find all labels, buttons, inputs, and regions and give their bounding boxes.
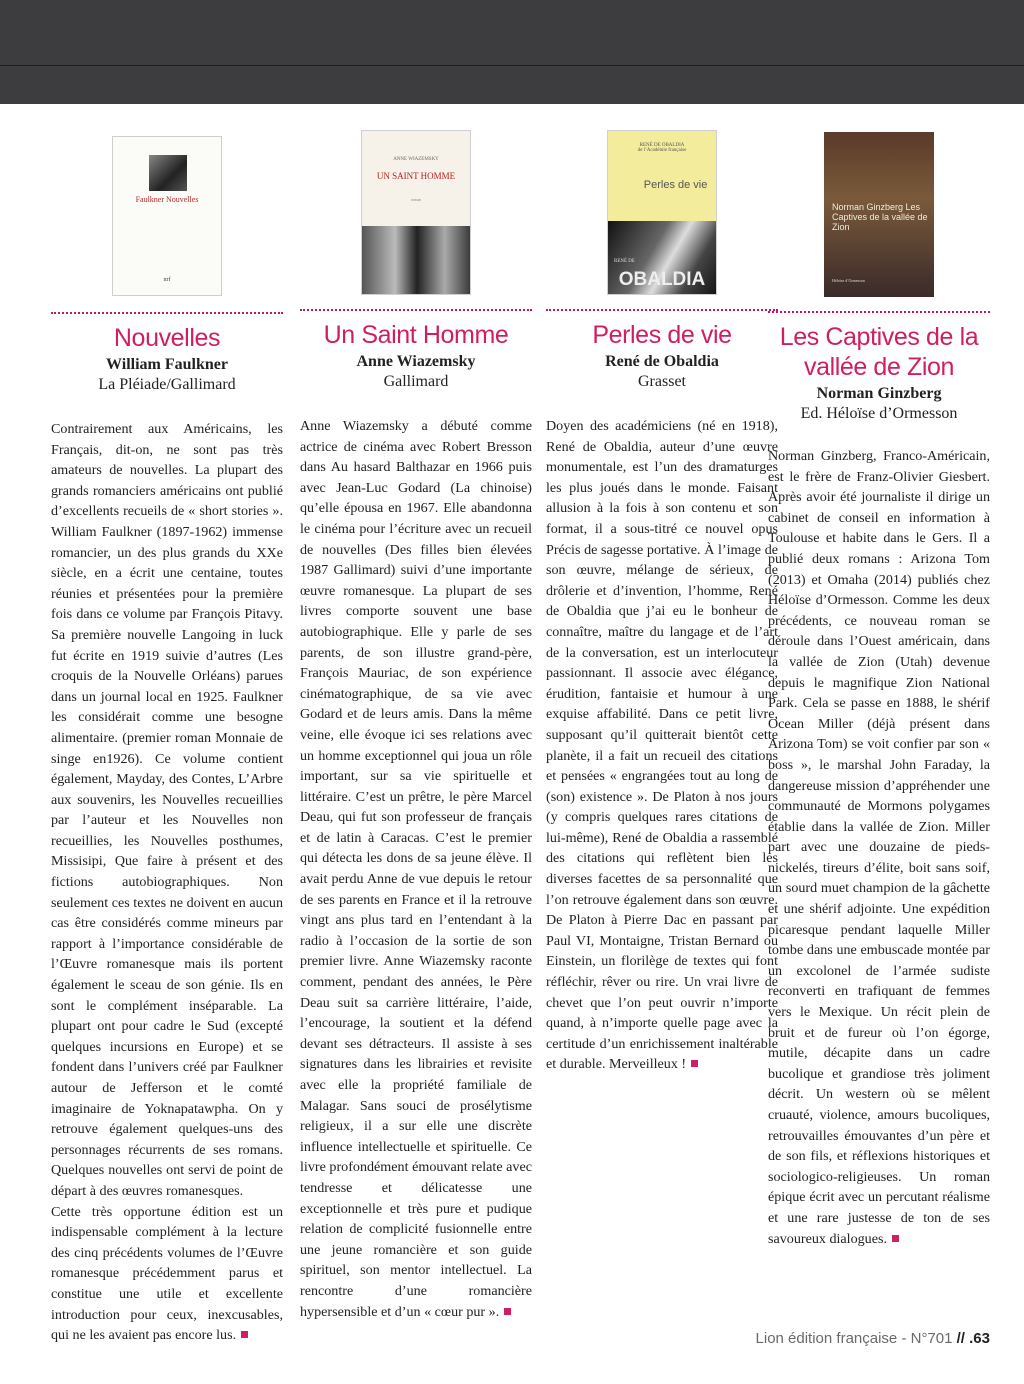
book-title: Les Captives de la vallée de Zion xyxy=(779,323,979,381)
top-banner xyxy=(0,0,1024,104)
cover-photo xyxy=(362,226,471,295)
review-paragraph: Cette très opportune édition est un indispensable complément à la lecture des cinq précédents volumes de l’Œuvre romanesque précédemment parus et constitue une utile et excellente introduction pour ceux, inexcusables, qui ne les avaient pas encore lus. xyxy=(51,1203,283,1344)
book-author: René de Obaldia xyxy=(605,353,719,370)
end-mark-icon xyxy=(691,1060,698,1067)
cover-title: UN SAINT HOMME xyxy=(376,171,456,181)
book-author: William Faulkner xyxy=(106,356,228,373)
book-review-perles-de-vie xyxy=(546,130,778,1075)
book-title: Perles de vie xyxy=(592,321,732,349)
cover-title: Norman Ginzberg Les Captives de la vallée de Zion xyxy=(832,202,928,232)
cover-title: Perles de vie xyxy=(643,179,708,191)
book-publisher: Gallimard xyxy=(383,373,449,390)
review-paragraph: Norman Ginzberg, Franco-Américain, est le frère de Franz-Olivier Giesbert. Après avoir été journaliste il dirige un cabinet de conseil en information à Toulouse et habite dans le Gers. Il a publié deux romans : Arizona Tom (2013) et Omaha (2014) publiés chez Héloïse d’Ormesson. Comme les deux précédents, ce nouveau roman se déroule dans l’Ouest américain, dans la vallée de Zion (Utah) devenue depuis le magnifique Zion National Park. Cela se passe en 1888, le shérif Ocean Miller (déjà présent dans Arizona Tom) se voit confier par son « boss », le marshal John Faraday, la dangereuse mission d’appréhender une communauté de Mormons polygames établie dans la vallée de Zion. Miller part avec une douzaine de pieds-nickelés, tireurs d’élite, boit sans soif, un sourd muet champion de la gâchette et une shérif adjointe. Une expédition picaresque pendant laquelle Miller tombe dans une embuscade montée par un excolonel de l’armée sudiste reconverti en trafiquant de femmes vers le Mexique. Un récit plein de bruit et de fureur où l’on égorge, mutile, décapite dans un cadre bucolique et grandiose très joliment décrit. Un western où se mêlent cruauté, violence, amours bucoliques, retrouvailles émouvantes d’un père et de son fils, et réflexions historiques et sociologico-religieuses. Un roman épique écrit avec un percutant réalisme et une rare justesse de ton de ses savoureux dialogues. xyxy=(768,448,990,1247)
book-publisher: La Pléiade/Gallimard xyxy=(98,376,236,393)
page-footer xyxy=(756,1330,990,1347)
book-review-un-saint-homme xyxy=(300,130,532,1322)
dotted-divider xyxy=(546,309,778,311)
cover-band-small: RENÉ DE xyxy=(614,259,635,264)
publisher-logo: nrf xyxy=(163,277,171,283)
author-portrait xyxy=(149,155,187,191)
review-body xyxy=(546,416,778,1075)
cover-author: RENÉ DE OBALDIA de l’Académie française xyxy=(637,143,687,153)
end-mark-icon xyxy=(241,1331,248,1338)
book-publisher: Ed. Héloïse d’Ormesson xyxy=(800,405,958,422)
cover-band: OBALDIA xyxy=(618,269,706,290)
review-body xyxy=(300,416,532,1322)
magazine-name: Lion édition française - N°701 xyxy=(755,1330,953,1347)
cover-author: ANNE WIAZEMSKY xyxy=(393,157,439,162)
footer-separator: // xyxy=(952,1330,970,1347)
review-paragraph: Doyen des académiciens (né en 1918), René de Obaldia, auteur d’une œuvre monumentale, est l’un des dramaturges les plus joués dans le monde. Faisant allusion à la fois à son contenu et son format, il a sous-titré ce nouvel opus Précis de sagesse portative. À l’image de son œuvre, mélange de sérieux, de drôlerie et d’invention, l’homme, René de Obaldia que j’ai eu le bonheur de connaître, maître du langage et de l’art de la conversation, est un interlocuteur passionnant. Il associe avec élégance, érudition, fantaisie et humour à une exquise affabilité. Dans ce petit livre, supposant qu’il quitterait bientôt cette planète, il a fait un recueil des citations et pensées « engrangées tout au long de (son) existence ». De Platon à nos jours (y compris quelques rares citations de lui-même), René de Obaldia a rassemblé des citations qui reflètent bien les diverses facettes de sa personnalité que l’on retrouve également dans son œuvre. De Platon à Pierre Dac en passant par Paul VI, Montaigne, Tristan Bernard ou Einstein, un florilège de textes qui font réfléchir, rêver ou rire. Un vrai livre de chevet que l’on peut ouvrir n’importe quand, à n’importe quelle page avec la certitude d’un enrichissement inaltérable et durable. Merveilleux ! xyxy=(546,418,778,1073)
review-paragraph: Anne Wiazemsky a débuté comme actrice de cinéma avec Robert Bresson dans Au hasard Balthazar en 1966 puis avec Jean-Luc Godard (La chinoise) qu’elle épousa en 1967. Elle abandonna le cinéma pour l’écriture avec un recueil de nouvelles (Des filles bien élevées 1987 Gallimard) suivi d’une importante œuvre romanesque. La plupart de ses livres comporte souvent une base autobiographique. Elle y parle de ses parents, de son illustre grand-père, François Mauriac, de son expérience cinématographique, de sa vie avec Godard et de leurs amis. Dans la même veine, elle évoque ici ses relations avec un homme exceptionnel qui joua un rôle important, sur sa vie spirituelle et littéraire. C’est un prêtre, le père Marcel Deau, qui fut son professeur de français et de latin à Caracas. C’est le premier qui détecta les dons de sa jeune élève. Il avait perdu Anne de vue depuis le retour de ses parents en France et il la retrouve vingt ans plus tard en l’entendant à la radio à l’occasion de la sortie de son premier livre. Anne Wiazemsky raconte comment, pendant des années, le Père Deau suit sa carrière littéraire, l’aide, l’encourage, la soutient et la défend devant ses détracteurs. Il assiste à ses signatures dans les librairies et revisite avec elle la propriété familiale de Malagar. Sans souci de prosélytisme religieux, il a sur elle une discrète influence intellectuelle et spirituelle. Ce livre profondément émouvant relate avec tendresse et délicatesse une exceptionnelle et très pure et pudique relation de complicité fusionnelle entre une jeune romancière et son guide spirituel, son mentor intellectuel. La rencontre d’une romancière hypersensible et d’un « cœur pur ». xyxy=(300,418,532,1320)
dotted-divider xyxy=(300,309,532,311)
cover-publisher: Héloïse d’Ormesson xyxy=(832,278,865,283)
book-cover-les-captives xyxy=(824,132,934,297)
end-mark-icon xyxy=(892,1235,899,1242)
review-body xyxy=(51,419,283,1346)
review-body xyxy=(768,446,990,1249)
cover-genre: roman xyxy=(410,197,422,202)
book-publisher: Grasset xyxy=(638,373,686,390)
page-number: .63 xyxy=(969,1330,990,1347)
cover-title: Faulkner Nouvelles xyxy=(135,195,199,204)
book-cover-perles-de-vie xyxy=(607,130,717,295)
book-author: Anne Wiazemsky xyxy=(356,353,476,370)
banner-divider xyxy=(0,65,1024,66)
book-review-nouvelles xyxy=(51,130,283,1346)
book-title: Nouvelles xyxy=(113,324,221,352)
book-author: Norman Ginzberg xyxy=(816,385,942,402)
end-mark-icon xyxy=(504,1308,511,1315)
book-cover-un-saint-homme xyxy=(361,130,471,295)
book-title: Un Saint Homme xyxy=(323,321,509,349)
review-paragraph: Contrairement aux Américains, les Français, dit-on, ne sont pas très amateurs de nouvelles. La plupart des grands romanciers américains ont publié d’excellents recueils de « short stories ». William Faulkner (1897-1962) immense romancier, un des plus grands du XXe siècle, en a écrit une centaine, toutes réunies et présentées pour la première fois dans ce volume par François Pitavy. Sa première nouvelle Langoing in luck fut écrite en 1919 suivie d’autres (Les croquis de la Nouvelle Orléans) parues dans un journal local en 1925. Faulkner les considérait comme une besogne alimentaire. (premier roman Monnaie de singe en1926). Ce volume contient également, Mayday, des Contes, L’Arbre aux souvenirs, les Nouvelles recueillies par l’auteur et les Nouvelles non recueillies, les Nouvelles posthumes, Missisipi, Que faire à présent et des fictions autobiographiques. Non seulement ces textes ne doivent en aucun cas être considérés comme mineurs par rapport à l’importance considérable de l’Œuvre romanesque mais ils portent également le sceau de son génie. Ils en sont le complément inséparable. La plupart ont pour cadre le Sud (excepté quelques incursions en Europe) et se fondent dans l’univers créé par Faulkner autour de Jefferson et le comté imaginaire de Yoknapatawpha. On y retrouve également quelques-uns des personnages récurrents de ses romans. Quelques nouvelles ont servi de point de départ à des œuvres romanesques. xyxy=(51,421,283,1199)
dotted-divider xyxy=(768,311,990,313)
book-cover-nouvelles xyxy=(112,136,222,296)
dotted-divider xyxy=(51,312,283,314)
book-review-les-captives xyxy=(768,130,990,1249)
